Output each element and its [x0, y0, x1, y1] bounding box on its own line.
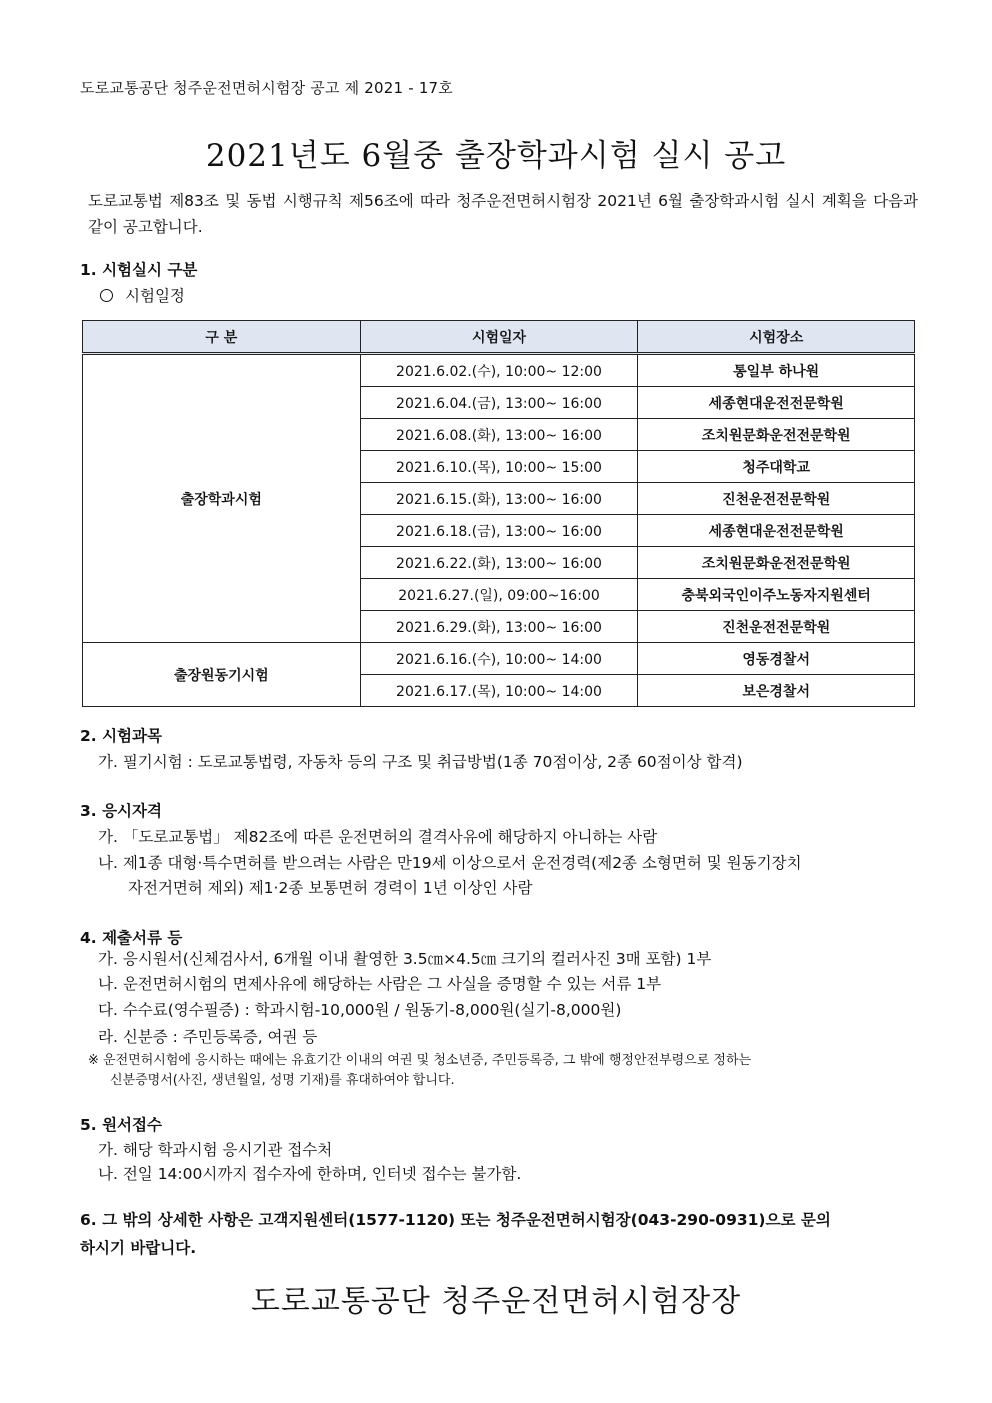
date-cell: 2021.6.29.(화), 13:00~ 16:00: [360, 611, 638, 643]
header-date: 시험일자: [360, 321, 638, 354]
contact-info: [80, 1206, 920, 1262]
date-cell: 2021.6.22.(화), 13:00~ 16:00: [360, 547, 638, 579]
date-cell: 2021.6.08.(화), 13:00~ 16:00: [360, 419, 638, 451]
issuer-signature: 도로교통공단 청주운전면허시험장장: [250, 1284, 742, 1319]
place-cell: 진천운전전문학원: [638, 611, 915, 643]
date-cell: 2021.6.17.(목), 10:00~ 14:00: [360, 675, 638, 707]
section4-note-line2: 신분증명서(사진, 생년월일, 성명 기재)를 휴대하여야 합니다.: [110, 1073, 455, 1088]
header-category: 구 분: [83, 321, 361, 354]
circle-bullet-icon: [100, 289, 113, 302]
contact-line2: 하시기 바랍니다.: [80, 1239, 197, 1257]
place-cell: 영동경찰서: [638, 643, 915, 675]
place-cell: 진천운전전문학원: [638, 483, 915, 515]
section1-sub: [100, 284, 185, 306]
category-cell: 출장학과시험: [83, 354, 361, 643]
page-title: 2021년도 6월중 출장학과시험 실시 공고: [205, 138, 787, 174]
section3-item-b: 나. 제1종 대형·특수면허를 받으려는 사람은 만19세 이상으로서 운전경력(제2종 소형면허 및 원동기장치: [98, 854, 802, 872]
section5-item-a: 가. 해당 학과시험 응시기관 접수처: [98, 1141, 333, 1159]
table-header-row: [83, 321, 915, 354]
section5-heading: 5. 원서접수: [80, 1116, 162, 1134]
section4-heading: 4. 제출서류 등: [80, 929, 183, 947]
contact-line1: 6. 그 밖의 상세한 사항은 고객지원센터(1577-1120) 또는 청주운전면허시험장(043-290-0931)으로 문의: [80, 1211, 831, 1229]
table-row: [83, 643, 915, 675]
date-cell: 2021.6.02.(수), 10:00~ 12:00: [360, 354, 638, 387]
place-cell: 보은경찰서: [638, 675, 915, 707]
intro-paragraph: 도로교통법 제83조 및 동법 시행규칙 제56조에 따라 청주운전면허시험장 2021년 6월 출장학과시험 실시 계획을 다음과 같이 공고합니다.: [88, 192, 918, 236]
section5-item-b: 나. 전일 14:00시까지 접수자에 한하며, 인터넷 접수는 불가함.: [98, 1165, 522, 1183]
date-cell: 2021.6.16.(수), 10:00~ 14:00: [360, 643, 638, 675]
section3-heading: 3. 응시자격: [80, 802, 162, 820]
place-cell: 충북외국인이주노동자지원센터: [638, 579, 915, 611]
date-cell: 2021.6.04.(금), 13:00~ 16:00: [360, 387, 638, 419]
schedule-table: [82, 320, 915, 707]
section4-item-d: 라. 신분증 : 주민등록증, 여권 등: [98, 1028, 318, 1046]
date-cell: 2021.6.18.(금), 13:00~ 16:00: [360, 515, 638, 547]
section2-heading: 2. 시험과목: [80, 727, 162, 745]
section2-item: 가. 필기시험 : 도로교통법령, 자동차 등의 구조 및 취급방법(1종 70점이상, 2종 60점이상 합격): [98, 753, 743, 771]
section4-item-c: 다. 수수료(영수필증) : 학과시험-10,000원 / 원동기-8,000원(실기-8,000원): [98, 1001, 622, 1019]
place-cell: 세종현대운전전문학원: [638, 387, 915, 419]
place-cell: 세종현대운전전문학원: [638, 515, 915, 547]
category-cell: 출장원동기시험: [83, 643, 361, 707]
section3-item-a: 가. 「도로교통법」 제82조에 따른 운전면허의 결격사유에 해당하지 아니하는 사람: [98, 828, 658, 846]
section4-note-line1: ※ 운전면허시험에 응시하는 때에는 유효기간 이내의 여권 및 청소년증, 주민등록증, 그 밖에 행정안전부령으로 정하는: [88, 1053, 752, 1068]
date-cell: 2021.6.27.(일), 09:00~16:00: [360, 579, 638, 611]
date-cell: 2021.6.10.(목), 10:00~ 15:00: [360, 451, 638, 483]
section4-item-b: 나. 운전면허시험의 면제사유에 해당하는 사람은 그 사실을 증명할 수 있는 서류 1부: [98, 975, 662, 993]
place-cell: 통일부 하나원: [638, 354, 915, 387]
section1-sub-label: 시험일정: [125, 287, 185, 305]
header-place: 시험장소: [638, 321, 915, 354]
section3-item-b-cont: 자전거면허 제외) 제1·2종 보통면허 경력이 1년 이상인 사람: [128, 879, 533, 897]
place-cell: 청주대학교: [638, 451, 915, 483]
date-cell: 2021.6.15.(화), 13:00~ 16:00: [360, 483, 638, 515]
place-cell: 조치원문화운전전문학원: [638, 547, 915, 579]
notice-number: 도로교통공단 청주운전면허시험장 공고 제 2021 - 17호: [80, 79, 453, 97]
section4-item-a: 가. 응시원서(신체검사서, 6개월 이내 촬영한 3.5㎝×4.5㎝ 크기의 컬러사진 3매 포함) 1부: [98, 950, 712, 968]
table-row: [83, 354, 915, 387]
place-cell: 조치원문화운전전문학원: [638, 419, 915, 451]
section1-heading: 1. 시험실시 구분: [80, 261, 198, 279]
